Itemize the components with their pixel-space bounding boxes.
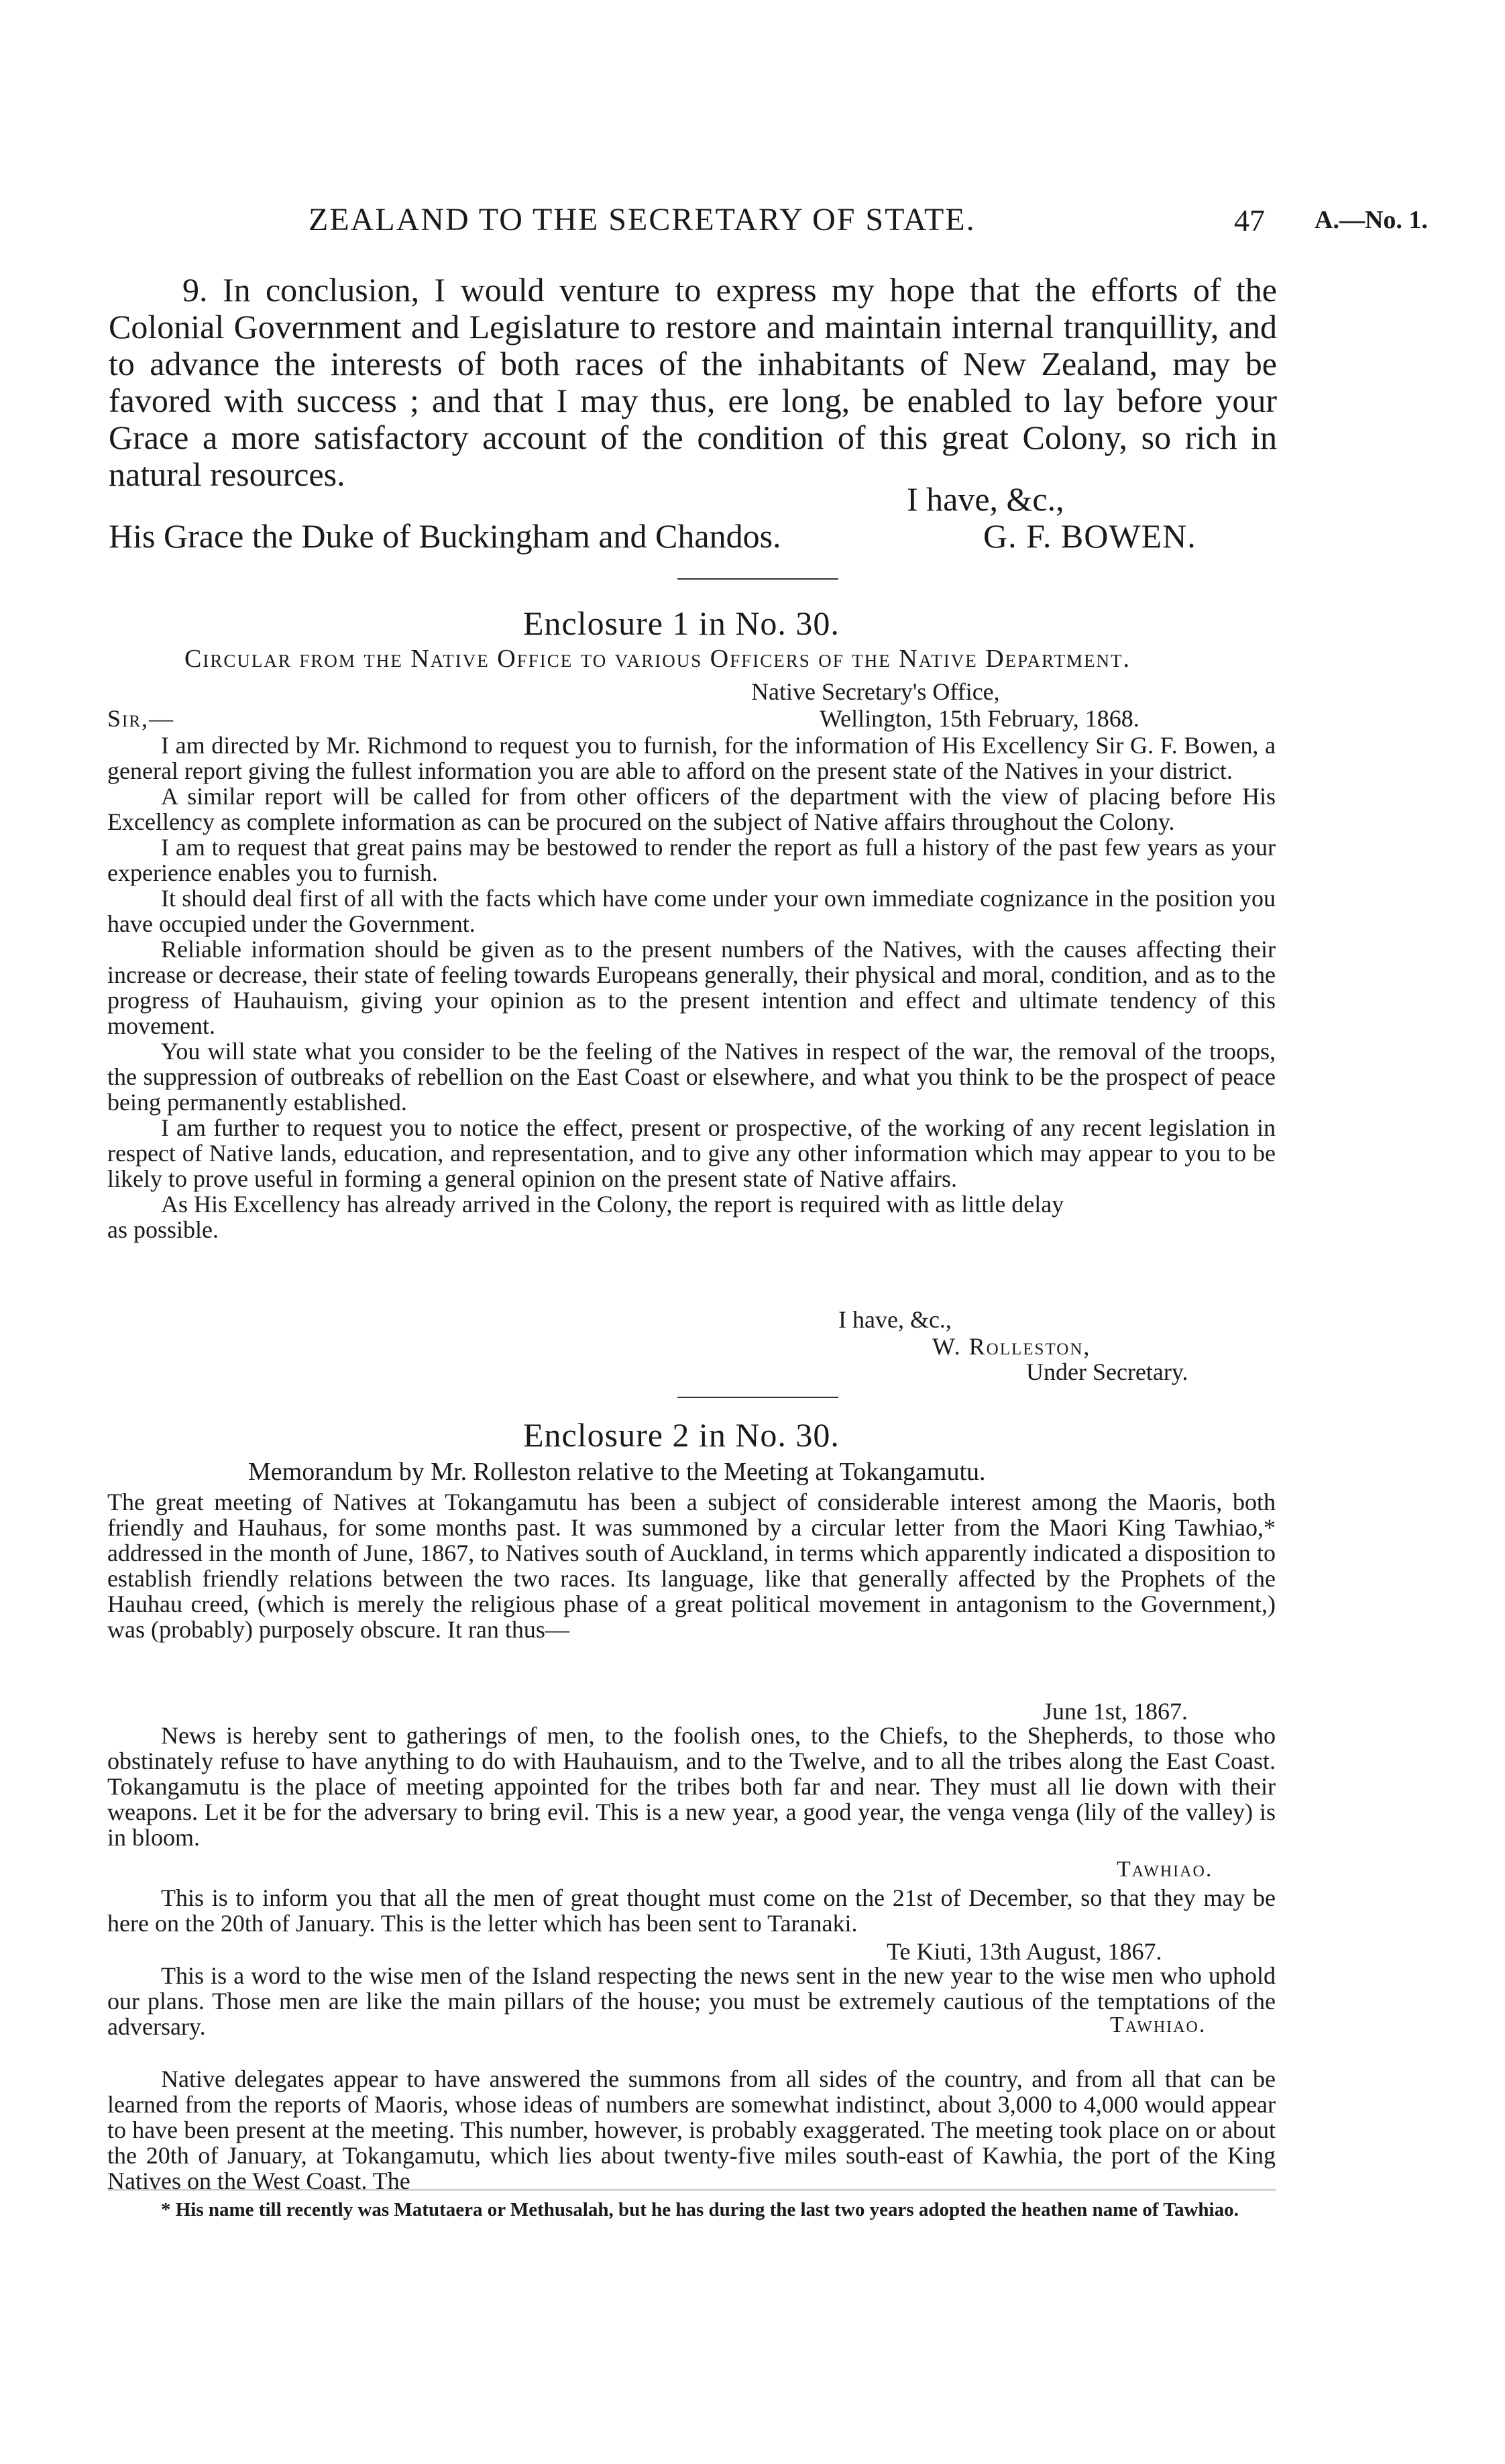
footnote xyxy=(107,2199,1276,2221)
intro-paragraph-block xyxy=(109,272,1277,493)
intro-addressee: His Grace the Duke of Buckingham and Chandos. xyxy=(109,517,781,555)
letter-2-date: Te Kiuti, 13th August, 1867. xyxy=(887,1938,1162,1965)
enclosure-1-paragraph: It should deal first of all with the facts which have come under your own immediate cognizance in the position you have occupied under the Government. xyxy=(107,885,1276,937)
enclosure-1-signature-title: Under Secretary. xyxy=(1026,1358,1188,1385)
enclosure-1-paragraph: I am to request that great pains may be bestowed to render the report as full a history of the past few years as your experience enables you to furnish. xyxy=(107,834,1276,886)
enclosure-1-paragraph: As His Excellency has already arrived in the Colony, the report is required with as little delay xyxy=(161,1191,1064,1218)
enclosure-2-subtitle: Memorandum by Mr. Rolleston relative to the Meeting at Tokangamutu. xyxy=(248,1458,986,1486)
enclosure-1-date: Wellington, 15th February, 1868. xyxy=(820,705,1139,732)
section-divider xyxy=(677,578,838,580)
enclosure-1-body xyxy=(107,733,1276,1242)
enclosure-1-title: Enclosure 1 in No. 30. xyxy=(523,604,840,642)
letter-2-signature: Tawhiao. xyxy=(1110,2013,1207,2037)
intro-paragraph: 9. In conclusion, I would venture to express my hope that the efforts of the Colonial Government and Legislature to restore and maintain internal tranquillity, and to advance the interests of both races of the inhabitants of New Zealand, may be favored with success ; and that I may thus, ere long, be enabled to lay before your Grace a more satisfactory account of the condition of this great Colony, so rich in natural resources. xyxy=(109,271,1277,493)
note-text: This is to inform you that all the men of great thought must come on the 21st of December, so that they may be here on the 20th of January. This is the letter which has been sent to Taranaki. xyxy=(107,1884,1276,1937)
letter-1-block xyxy=(107,1723,1276,1850)
enclosure-1-closing: I have, &c., xyxy=(838,1306,952,1333)
running-header-title: ZEALAND TO THE SECRETARY OF STATE. xyxy=(309,202,976,237)
enclosure-2-intro: The great meeting of Natives at Tokangamutu has been a subject of considerable interest among the Maoris, both friendly and Hauhaus, for some months past. It was summoned by a circular letter from the Maori King Tawhiao,* addressed in the month of June, 1867, to Natives south of Auckland, in terms which apparently indicated a disposition to establish friendly relations between the two races. Its language, like that generally affected by the Prophets of the Hauhau creed, (which is merely the religious phase of a great political movement in antagonism to the Government,) was (probably) purposely obscure. It ran thus— xyxy=(107,1489,1276,1643)
enclosure-1-salutation: Sir,— xyxy=(107,705,175,732)
enclosure-2-title: Enclosure 2 in No. 30. xyxy=(523,1416,840,1454)
intro-closing: I have, &c., xyxy=(907,480,1064,518)
letter-1-signature: Tawhiao. xyxy=(1117,1857,1213,1882)
closing-paragraph-block xyxy=(107,2066,1276,2194)
letter-1-date: June 1st, 1867. xyxy=(1043,1698,1188,1725)
letter-1-text: News is hereby sent to gatherings of men, to the foolish ones, to the Chiefs, to the Shepherds, to those who obstinately refuse to have anything to do with Hauhauism, and to the Twelve, and to all the tribes along the East Coast. Tokangamutu is the place of meeting appointed for the tribes both far and near. They must all lie down with their weapons. Let it be for the adversary to bring evil. This is a new year, a good year, the venga venga (lily of the valley) is in bloom. xyxy=(107,1722,1276,1851)
enclosure-2-body xyxy=(107,1489,1276,1642)
closing-paragraph: Native delegates appear to have answered the summons from all sides of the country, and from all that can be learned from the reports of Maoris, whose ideas of numbers are somewhat indistinct, about 3,000 to 4,000 would appear to have been present at the meeting. This number, however, is probably exaggerated. The meeting took place on or about the 20th of January, at Tokangamutu, which lies about twenty-five miles south-east of Kawhia, the port of the King Natives on the West Coast. The xyxy=(107,2066,1276,2194)
enclosure-1-office: Native Secretary's Office, xyxy=(751,678,1000,705)
section-divider xyxy=(677,1397,838,1398)
enclosure-1-paragraph: You will state what you consider to be the feeling of the Natives in respect of the war, the removal of the troops, the suppression of outbreaks of rebellion on the East Coast or elsewhere, and what you think to be the prospect of peace being permanently established. xyxy=(107,1038,1276,1116)
enclosure-1-subtitle: Circular from the Native Office to various Officers of the Native Department. xyxy=(184,645,1131,673)
document-reference: A.—No. 1. xyxy=(1315,206,1428,234)
page-number: 47 xyxy=(1234,203,1265,237)
note-block xyxy=(107,1885,1276,1936)
enclosure-1-signature: W. Rolleston, xyxy=(932,1333,1091,1360)
enclosure-1-paragraph: Reliable information should be given as to the present numbers of the Natives, with the causes affecting their increase or decrease, their state of feeling towards Europeans generally, their physical and moral, condition, and as to the progress of Hauhauism, giving your opinion as to the present intention and effect and ultimate tendency of this movement. xyxy=(107,936,1276,1039)
enclosure-1-paragraph: I am directed by Mr. Richmond to request you to furnish, for the information of His Excellency Sir G. F. Bowen, a general report giving the fullest information you are able to afford on the present state of the Natives in your district. xyxy=(107,732,1276,784)
letter-2-text: This is a word to the wise men of the Island respecting the news sent in the new year to the wise men who uphold our plans. Those men are like the main pillars of the house; you must be extremely cautious of the temptations of the adversary. xyxy=(107,1962,1276,2040)
intro-signature: G. F. BOWEN. xyxy=(983,517,1196,555)
letter-2-block xyxy=(107,1963,1276,2039)
footnote-text: * His name till recently was Matutaera or Methusalah, but he has during the last two years adopted the heathen name of Tawhiao. xyxy=(161,2199,1239,2220)
enclosure-1-paragraph: A similar report will be called for from other officers of the department with the view of placing before His Excellency as complete information as can be procured on the subject of Native affairs throughout the Colony. xyxy=(107,783,1276,835)
enclosure-1-paragraph-end: as possible. xyxy=(107,1216,219,1243)
enclosure-1-paragraph: I am further to request you to notice the effect, present or prospective, of the working of any recent legislation in respect of Native lands, education, and representation, and to give any other information which may appear to you to be likely to prove useful in forming a general opinion on the present state of Native affairs. xyxy=(107,1114,1276,1192)
